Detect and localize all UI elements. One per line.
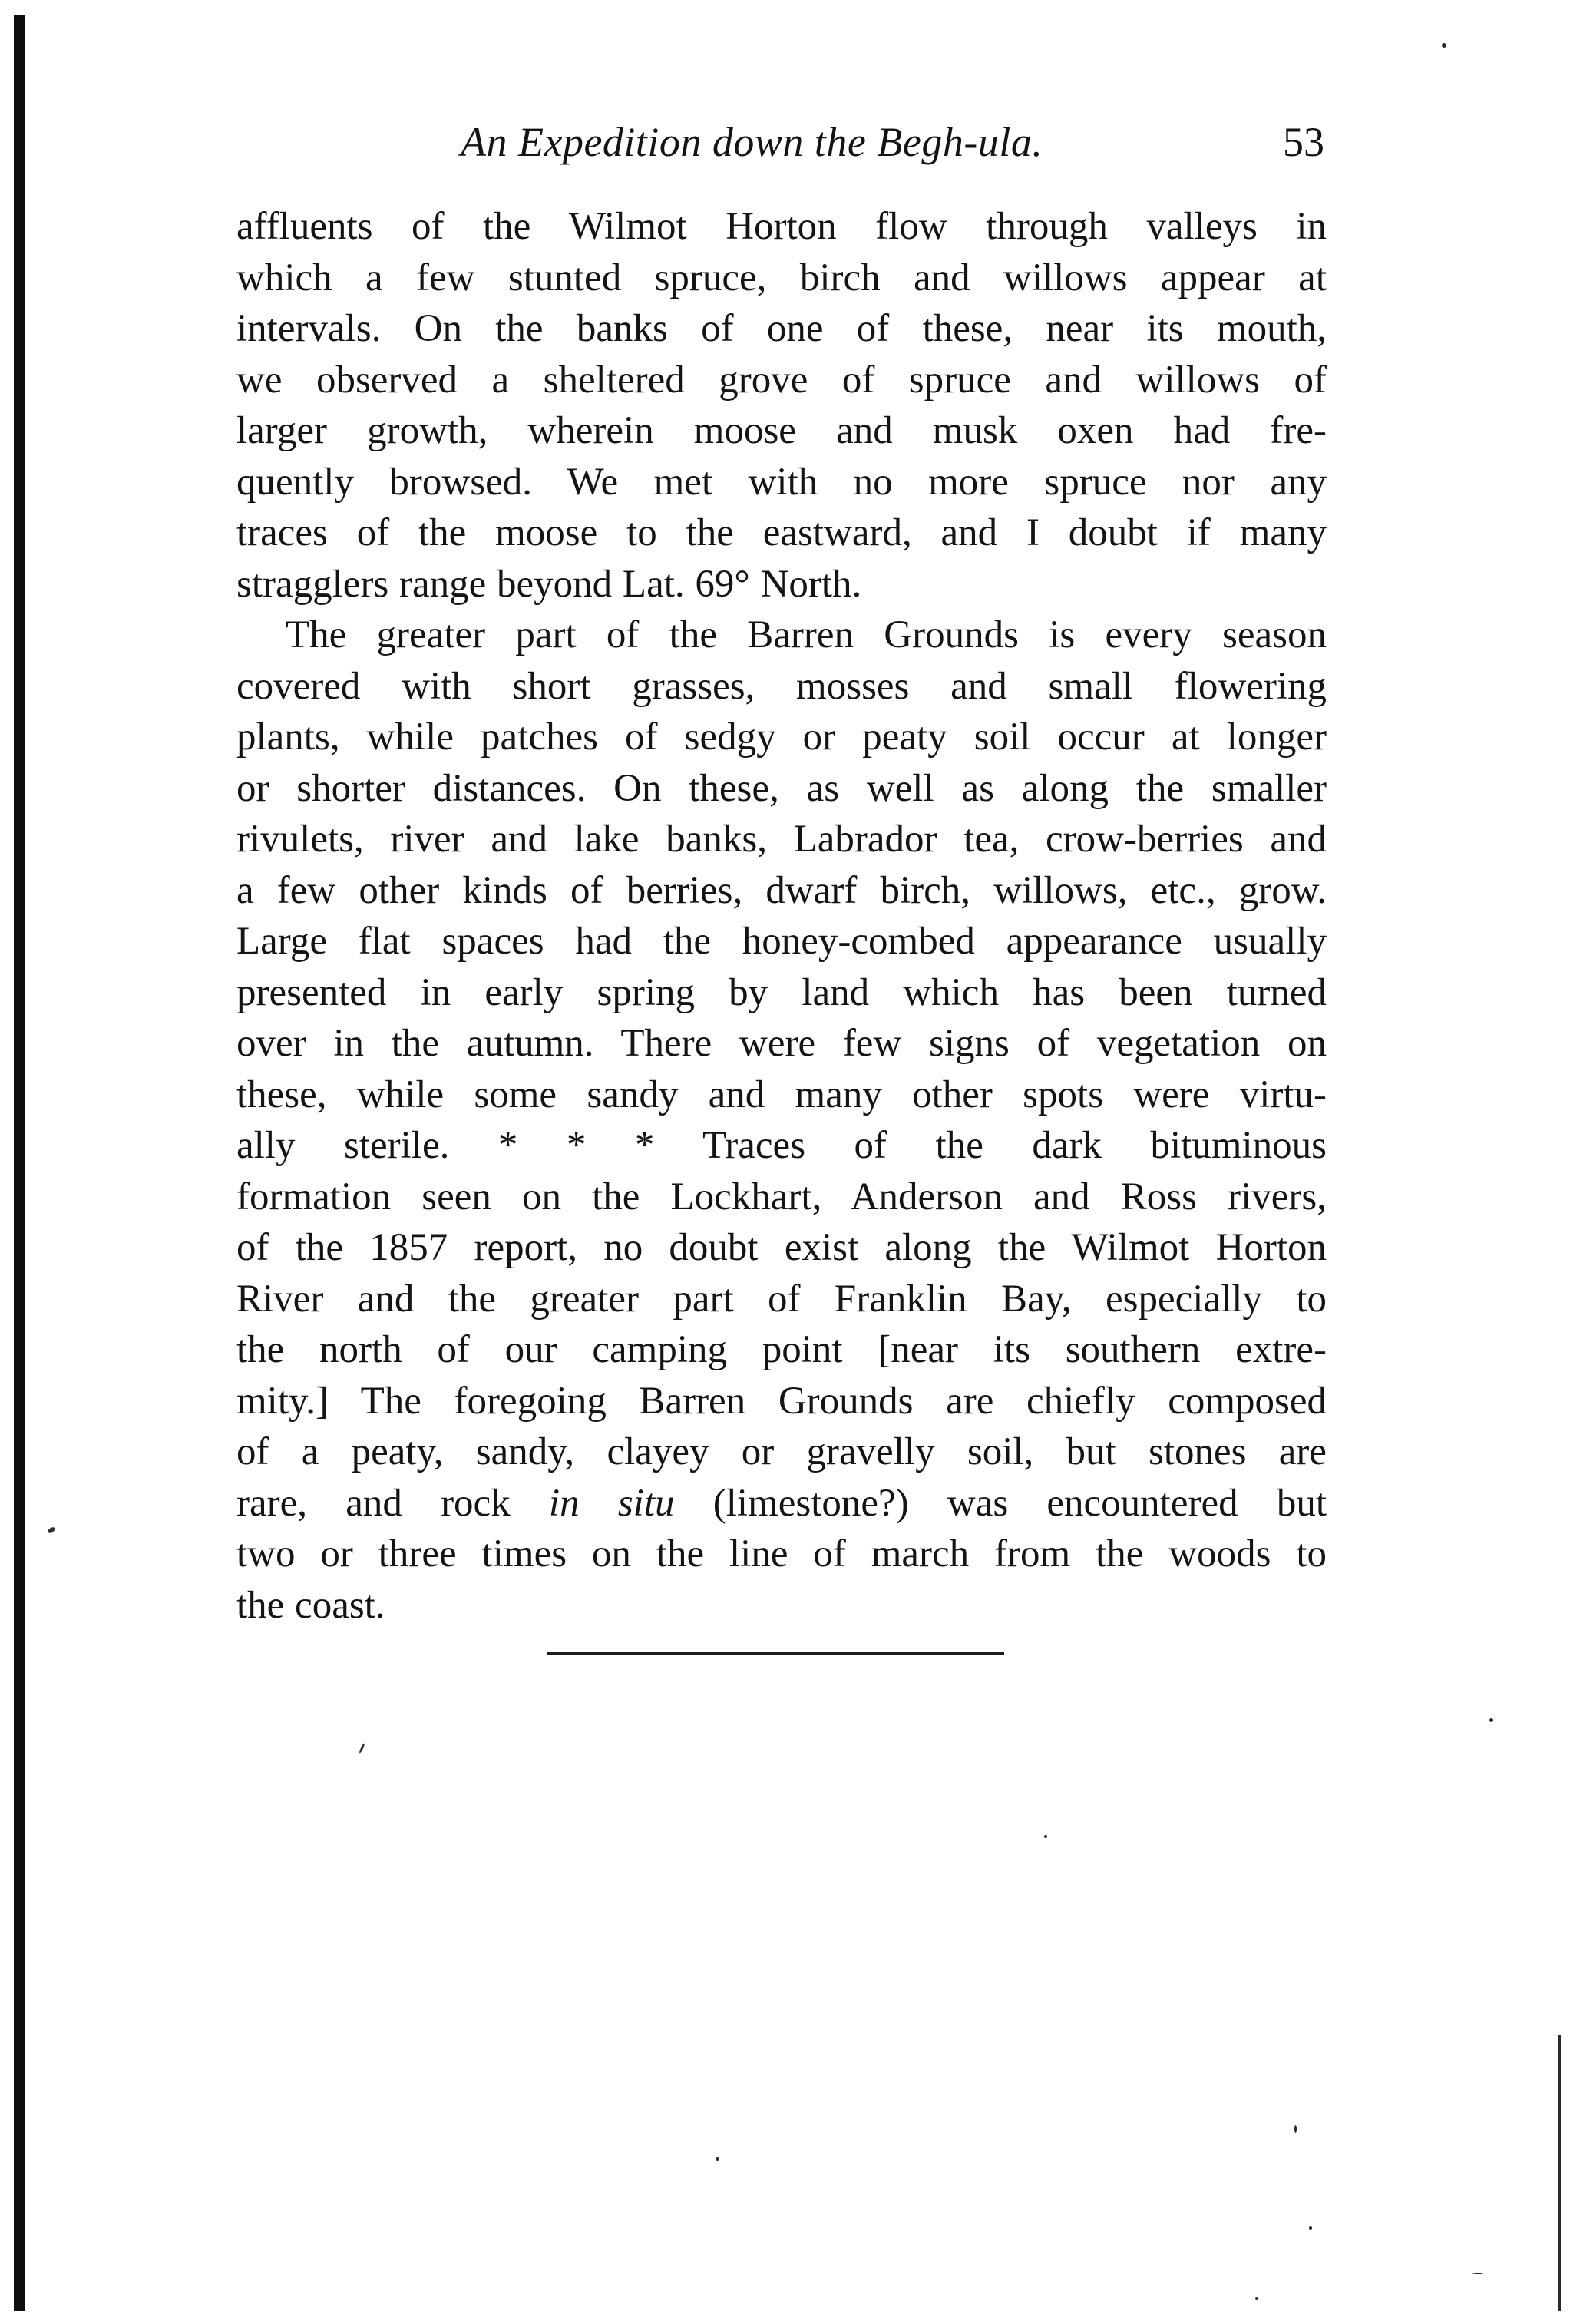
running-title: An Expedition down the Begh-ula. (461, 119, 1043, 165)
text-line: presented in early spring by land which has been turned (236, 970, 1327, 1014)
text-run: (limestone?) was encountered but (674, 1481, 1327, 1525)
text-line: of a peaty, sandy, clayey or gravelly soil, but stones are (236, 1430, 1327, 1473)
text-line: affluents of the Wilmot Horton flow through valleys in (236, 205, 1327, 248)
text-line: River and the greater part of Franklin Bay, especially to (236, 1277, 1327, 1321)
text-line: traces of the moose to the eastward, and I doubt if many (236, 511, 1327, 554)
text-line: larger growth, wherein moose and musk oxen had fre- (236, 409, 1327, 452)
scan-speck (1044, 1835, 1047, 1838)
text-line: The greater part of the Barren Grounds is every season (286, 613, 1327, 656)
scan-speck (1442, 43, 1446, 48)
paragraph-1 (236, 201, 1327, 610)
text-run: rare, and rock (236, 1481, 549, 1525)
scan-speck (1472, 2273, 1483, 2274)
scan-speck (359, 1743, 365, 1754)
text-line: which a few stunted spruce, birch and willows appear at (236, 256, 1327, 299)
scan-speck (716, 2157, 719, 2161)
scan-speck (1489, 1718, 1493, 1722)
scan-speck (1309, 2226, 1312, 2230)
scan-speck (1255, 2297, 1258, 2300)
text-line: formation seen on the Lockhart, Anderson and Ross rivers, (236, 1175, 1327, 1218)
text-line: two or three times on the line of march from the woods to (236, 1532, 1327, 1575)
running-head (461, 115, 1324, 169)
text-line: we observed a sheltered grove of spruce and willows of (236, 358, 1327, 402)
text-line: ally sterile. * * * Traces of the dark bituminous (236, 1124, 1327, 1167)
text-line: the coast. (236, 1583, 385, 1627)
italic-term: in situ (548, 1481, 675, 1525)
text-line: quently browsed. We met with no more spruce nor any (236, 460, 1327, 504)
text-line: plants, while patches of sedgy or peaty soil occur at longer (236, 716, 1327, 759)
text-line: the north of our camping point [near its southern extre- (236, 1328, 1327, 1371)
text-line: intervals. On the banks of one of these, near its mouth, (236, 307, 1327, 350)
binding-edge-shadow (14, 15, 25, 2311)
page-number: 53 (1283, 119, 1324, 165)
text-line: over in the autumn. There were few signs of vegetation on (236, 1022, 1327, 1065)
scan-speck (47, 1526, 56, 1535)
text-line: these, while some sandy and many other spots were virtu- (236, 1073, 1327, 1116)
text-line-with-italic (236, 1478, 1327, 1529)
text-line: mity.] The foregoing Barren Grounds are chiefly composed (236, 1379, 1327, 1423)
text-line: a few other kinds of berries, dwarf birch, willows, etc., grow. (236, 868, 1327, 912)
text-line: Large flat spaces had the honey-combed appearance usually (236, 920, 1327, 963)
text-line: stragglers range beyond Lat. 69° North. (236, 562, 862, 606)
text-line: of the 1857 report, no doubt exist along the Wilmot Horton (236, 1226, 1327, 1269)
paragraph-2 (236, 610, 1327, 1631)
text-line: covered with short grasses, mosses and small flowering (236, 664, 1327, 708)
section-rule (547, 1652, 1004, 1655)
text-line: rivulets, river and lake banks, Labrador tea, crow-berries and (236, 818, 1327, 861)
scan-speck (1558, 2035, 1561, 2311)
scan-speck (1294, 2125, 1297, 2133)
text-line: or shorter distances. On these, as well as along the smaller (236, 766, 1327, 810)
body-text (236, 201, 1327, 1631)
